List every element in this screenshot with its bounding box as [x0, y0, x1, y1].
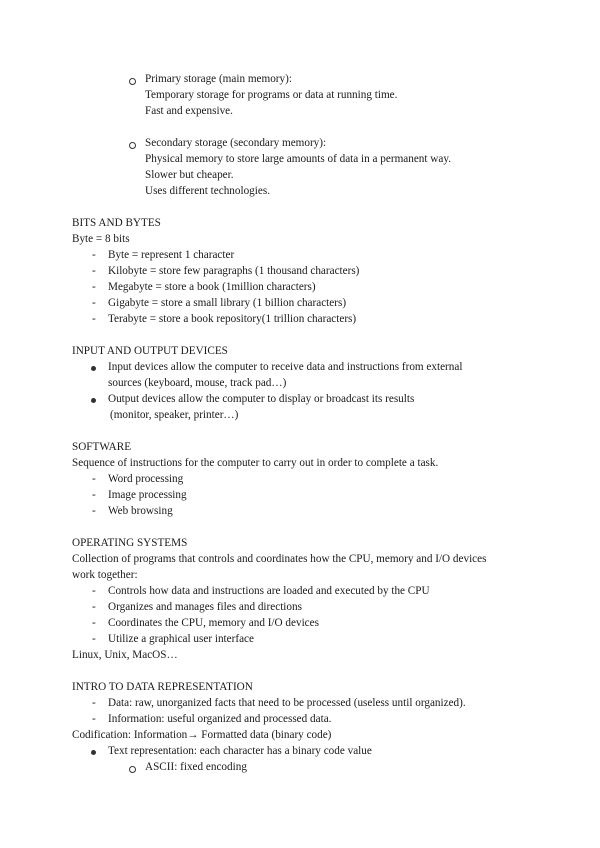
- dash-bullet: -: [92, 505, 96, 517]
- list-item: Image processing: [108, 489, 187, 501]
- section-heading: OPERATING SYSTEMS: [72, 537, 188, 549]
- section-heading: BITS AND BYTES: [72, 217, 161, 229]
- circle-bullet-icon: [129, 142, 136, 149]
- codification-line: Codification: Information→ Formatted data (binary code): [72, 729, 332, 741]
- list-item: Megabyte = store a book (1million characters): [108, 281, 316, 293]
- list-item: Controls how data and instructions are loaded and executed by the CPU: [108, 585, 430, 597]
- list-item: Organizes and manages files and directions: [108, 601, 302, 613]
- secondary-storage-title: Secondary storage (secondary memory):: [145, 137, 327, 149]
- section-intro: Collection of programs that controls and coordinates how the CPU, memory and I/O devices: [72, 553, 487, 565]
- primary-storage-title: Primary storage (main memory):: [145, 73, 292, 85]
- primary-storage-line: Fast and expensive.: [145, 105, 233, 117]
- list-item: Data: raw, unorganized facts that need to be processed (useless until organized).: [108, 697, 466, 709]
- list-item: Utilize a graphical user interface: [108, 633, 254, 645]
- list-item: Input devices allow the computer to receive data and instructions from external: [108, 361, 463, 373]
- list-item: Output devices allow the computer to display or broadcast its results: [108, 393, 415, 405]
- list-item: Information: useful organized and processed data.: [108, 713, 332, 725]
- secondary-storage-line: Uses different technologies.: [145, 185, 270, 197]
- list-sub-item: ASCII: fixed encoding: [145, 761, 247, 773]
- disc-bullet-icon: [91, 366, 96, 371]
- dash-bullet: -: [92, 489, 96, 501]
- primary-storage-line: Temporary storage for programs or data at running time.: [145, 89, 398, 101]
- disc-bullet-icon: [91, 750, 96, 755]
- list-item: Kilobyte = store few paragraphs (1 thousand characters): [108, 265, 360, 277]
- disc-bullet-icon: [91, 398, 96, 403]
- os-examples: Linux, Unix, MacOS…: [72, 649, 178, 661]
- secondary-storage-line: Physical memory to store large amounts of data in a permanent way.: [145, 153, 452, 165]
- section-intro: Byte = 8 bits: [72, 233, 130, 245]
- list-item: Byte = represent 1 character: [108, 249, 235, 261]
- dash-bullet: -: [92, 473, 96, 485]
- dash-bullet: -: [92, 265, 96, 277]
- list-item: Word processing: [108, 473, 184, 485]
- section-heading: INPUT AND OUTPUT DEVICES: [72, 345, 228, 357]
- circle-bullet-icon: [129, 766, 136, 773]
- list-item: Terabyte = store a book repository(1 trillion characters): [108, 313, 357, 325]
- list-item: Web browsing: [108, 505, 173, 517]
- secondary-storage-line: Slower but cheaper.: [145, 169, 234, 181]
- dash-bullet: -: [92, 697, 96, 709]
- section-heading: SOFTWARE: [72, 441, 132, 453]
- dash-bullet: -: [92, 585, 96, 597]
- section-intro: Sequence of instructions for the computer to carry out in order to complete a task.: [72, 457, 439, 469]
- dash-bullet: -: [92, 281, 96, 293]
- dash-bullet: -: [92, 601, 96, 613]
- dash-bullet: -: [92, 313, 96, 325]
- dash-bullet: -: [92, 249, 96, 261]
- dash-bullet: -: [92, 297, 96, 309]
- list-item: Text representation: each character has a binary code value: [108, 745, 372, 757]
- list-item: Gigabyte = store a small library (1 billion characters): [108, 297, 347, 309]
- list-item-continuation: (monitor, speaker, printer…): [110, 409, 239, 421]
- dash-bullet: -: [92, 633, 96, 645]
- section-heading: INTRO TO DATA REPRESENTATION: [72, 681, 253, 693]
- list-item-continuation: sources (keyboard, mouse, track pad…): [108, 377, 287, 389]
- list-item: Coordinates the CPU, memory and I/O devices: [108, 617, 319, 629]
- circle-bullet-icon: [129, 78, 136, 85]
- dash-bullet: -: [92, 617, 96, 629]
- dash-bullet: -: [92, 713, 96, 725]
- section-intro: work together:: [72, 569, 138, 581]
